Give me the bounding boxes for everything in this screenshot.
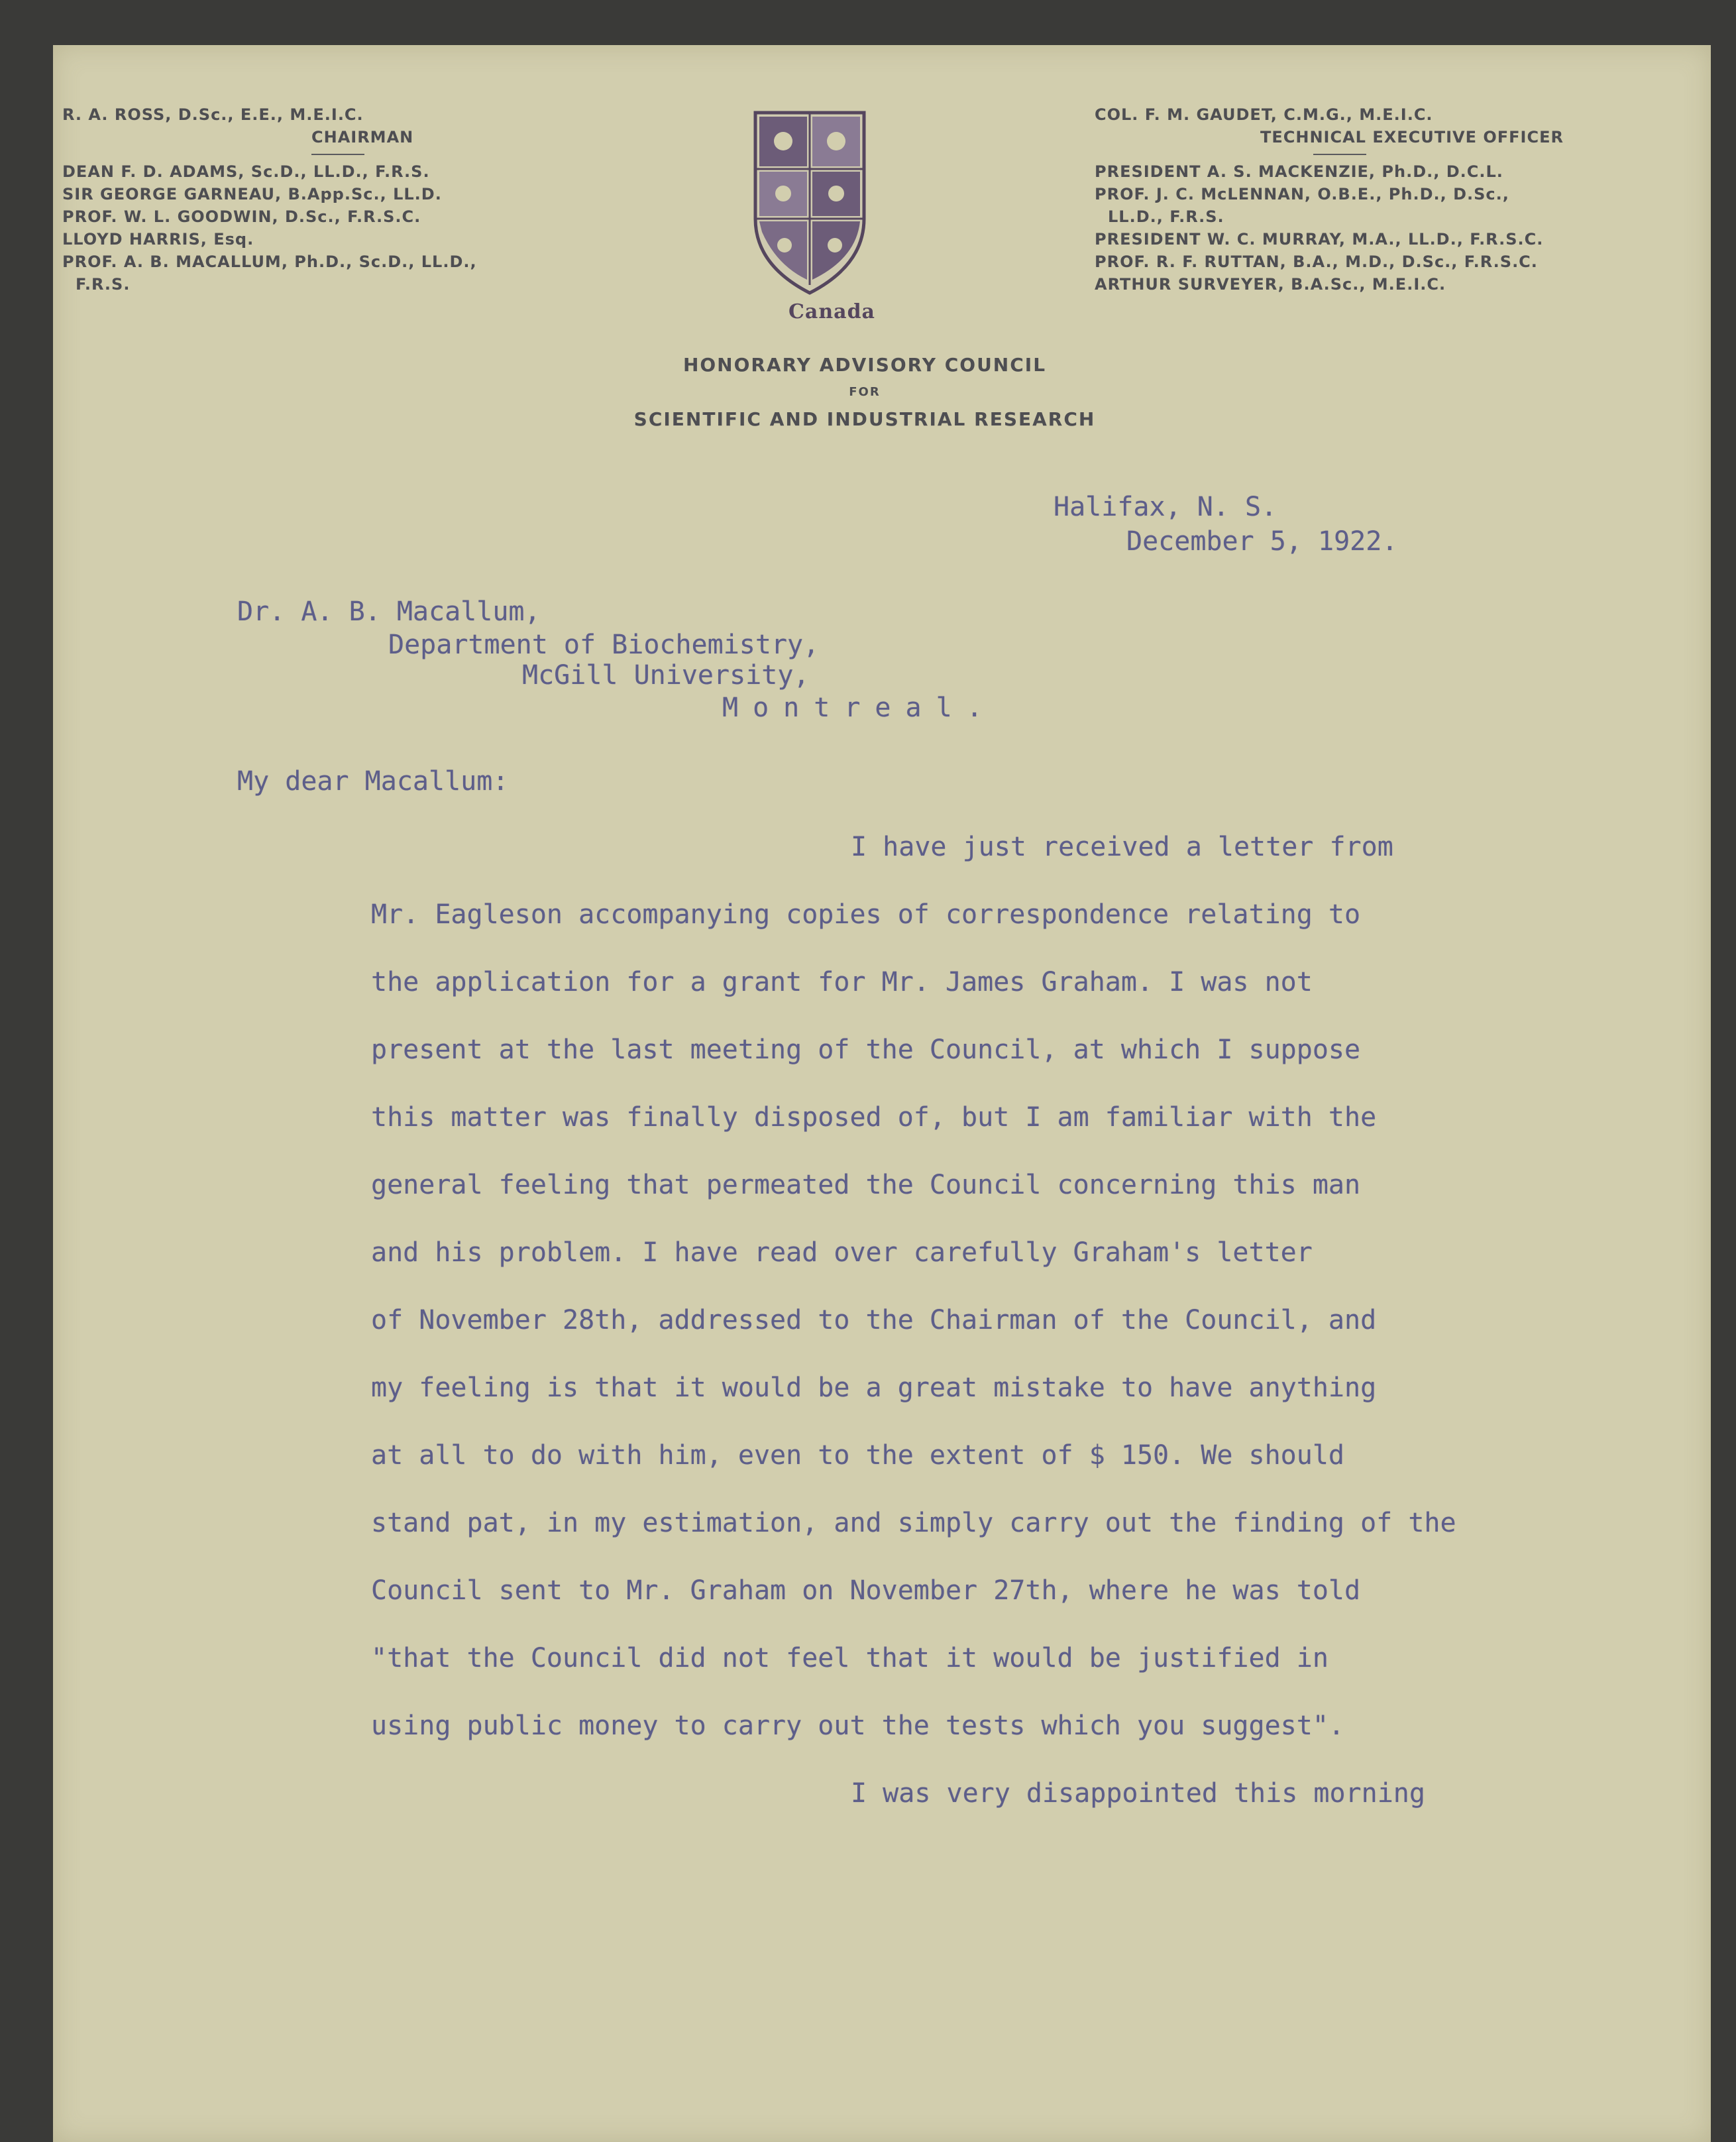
member-line: LL.D., F.R.S. — [1108, 207, 1224, 226]
council-line-1: HONORARY ADVISORY COUNCIL — [682, 354, 1047, 376]
council-members-right — [1095, 160, 1564, 296]
divider — [311, 154, 364, 155]
chairman-name: R. A. ROSS, D.Sc., E.E., M.E.I.C. — [62, 105, 364, 124]
council-name — [570, 350, 1160, 435]
body-line: I was very disappointed this morning — [851, 1778, 1425, 1809]
salutation: My dear Macallum: — [237, 766, 509, 797]
recipient-department: Department of Biochemistry, — [388, 630, 820, 660]
council-line-3: SCIENTIFIC AND INDUSTRIAL RESEARCH — [633, 408, 1096, 430]
letterhead-left — [62, 103, 477, 296]
recipient-name: Dr. A. B. Macallum, — [237, 596, 541, 627]
letter-date: December 5, 1922. — [1126, 526, 1398, 557]
member-line: PROF. R. F. RUTTAN, B.A., M.D., D.Sc., F.R.S.C. — [1095, 253, 1538, 271]
member-line: PROF. A. B. MACALLUM, Ph.D., Sc.D., LL.D., — [62, 253, 477, 271]
officer-title: TECHNICAL EXECUTIVE OFFICER — [1260, 128, 1564, 146]
letter-place: Halifax, N. S. — [1054, 492, 1277, 522]
body-line: I have just received a letter from — [851, 832, 1393, 862]
member-line: F.R.S. — [76, 275, 131, 294]
member-line: SIR GEORGE GARNEAU, B.App.Sc., LL.D. — [62, 185, 442, 203]
body-line: Council sent to Mr. Graham on November 27th, where he was told — [371, 1575, 1361, 1606]
body-line: using public money to carry out the tests which you suggest". — [371, 1711, 1345, 1741]
recipient-institution: McGill University, — [522, 660, 810, 691]
coat-of-arms-icon — [750, 106, 869, 298]
body-line: this matter was finally disposed of, but I am familiar with the — [371, 1102, 1377, 1133]
officer-name: COL. F. M. GAUDET, C.M.G., M.E.I.C. — [1095, 105, 1433, 124]
member-line: LLOYD HARRIS, Esq. — [62, 230, 254, 249]
divider — [1313, 154, 1366, 155]
body-line: my feeling is that it would be a great mistake to have anything — [371, 1373, 1377, 1403]
recipient-city: Montreal. — [722, 693, 997, 723]
member-line: PRESIDENT W. C. MURRAY, M.A., LL.D., F.R.S.C. — [1095, 230, 1544, 249]
body-line: Mr. Eagleson accompanying copies of correspondence relating to — [371, 899, 1361, 930]
council-members-left — [62, 160, 477, 296]
letterhead-right — [1095, 103, 1564, 296]
body-line: and his problem. I have read over carefully Graham's letter — [371, 1237, 1313, 1268]
member-line: PROF. J. C. McLENNAN, O.B.E., Ph.D., D.Sc., — [1095, 185, 1509, 203]
crest-label: Canada — [788, 300, 875, 323]
council-line-2: FOR — [849, 385, 881, 399]
body-line: the application for a grant for Mr. James Graham. I was not — [371, 967, 1313, 997]
member-line: PROF. W. L. GOODWIN, D.Sc., F.R.S.C. — [62, 207, 421, 226]
chairman-title: CHAIRMAN — [311, 128, 414, 146]
member-line: DEAN F. D. ADAMS, Sc.D., LL.D., F.R.S. — [62, 162, 430, 181]
body-line: of November 28th, addressed to the Chairman of the Council, and — [371, 1305, 1377, 1335]
letter-body — [371, 827, 1456, 1841]
member-line: PRESIDENT A. S. MACKENZIE, Ph.D., D.C.L. — [1095, 162, 1503, 181]
body-line: stand pat, in my estimation, and simply carry out the finding of the — [371, 1508, 1456, 1538]
member-line: ARTHUR SURVEYER, B.A.Sc., M.E.I.C. — [1095, 275, 1446, 294]
body-line: "that the Council did not feel that it would be justified in — [371, 1643, 1329, 1673]
body-line: present at the last meeting of the Council, at which I suppose — [371, 1035, 1361, 1065]
body-line: at all to do with him, even to the extent of $ 150. We should — [371, 1440, 1345, 1471]
body-line: general feeling that permeated the Council concerning this man — [371, 1170, 1361, 1200]
